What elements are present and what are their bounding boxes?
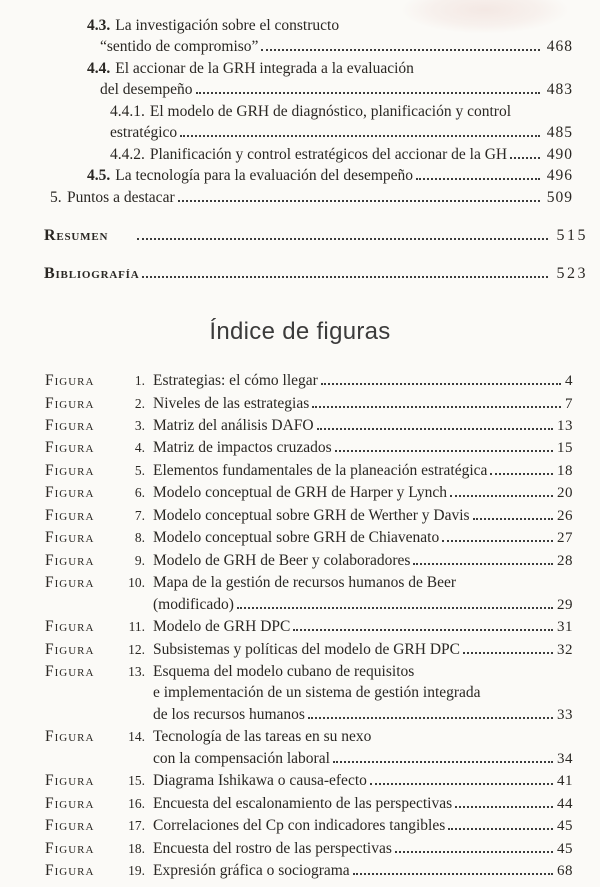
figura-label: Figura [45, 551, 95, 569]
figure-number: 9. [134, 552, 145, 568]
page-number: 523 [556, 265, 588, 283]
toc-entry-row [0, 36, 573, 57]
figure-title: Encuesta del rostro de las perspectivas [153, 839, 392, 857]
toc-entry-text: El accionar de la GRH integrada a la evaluación [115, 59, 414, 77]
page-number: 31 [557, 619, 573, 636]
figures-index-heading: Índice de figuras [209, 318, 391, 346]
figure-entry-row [0, 437, 573, 459]
figure-entry-row [0, 815, 573, 837]
toc-section [0, 0, 573, 208]
page-number: 41 [557, 773, 573, 790]
page-number: 18 [557, 462, 573, 479]
toc-entry-row [0, 79, 573, 100]
page-number: 4 [565, 373, 573, 390]
page-number: 7 [565, 395, 573, 412]
figure-title: Estrategias: el cómo llegar [153, 372, 318, 390]
toc-entry-row [0, 187, 573, 208]
figure-entry-continuation [0, 704, 573, 726]
toc-entry-row [0, 144, 573, 165]
figure-number: 11. [128, 619, 145, 635]
figure-entry-continuation [0, 594, 573, 616]
figure-entry-row [0, 793, 573, 815]
toc-entry-text: estratégico [110, 124, 178, 142]
toc-entry-row [0, 165, 573, 186]
figure-entry-row [0, 527, 573, 549]
toc-entry-number: 4.4. [87, 59, 111, 77]
toc-entry-number: 4.5. [87, 167, 111, 185]
dot-leader [308, 717, 553, 719]
toc-entry-number: 4.4.1. [110, 102, 145, 120]
figure-title: Correlaciones del Cp con indicadores tangibles [153, 817, 446, 835]
figure-entry-row [0, 482, 573, 504]
page-number: 20 [557, 485, 573, 502]
toc-entry-text: Puntos a destacar [67, 188, 175, 206]
page-number: 515 [556, 227, 588, 245]
figure-title: Subsistemas y políticas del modelo de GRH DPC [153, 640, 460, 658]
dot-leader [335, 450, 553, 452]
bibliografia-label: Bibliografía [44, 265, 140, 283]
dot-leader [317, 428, 553, 430]
dot-leader [442, 540, 553, 542]
figure-number: 15. [128, 773, 145, 789]
page-number: 32 [557, 641, 573, 658]
figure-entry-row [0, 770, 573, 792]
toc-entry-number: 5. [50, 188, 62, 206]
page-number: 509 [546, 188, 573, 206]
figure-number: 2. [134, 395, 145, 411]
figura-label: Figura [45, 506, 95, 524]
dot-leader [321, 383, 561, 385]
figure-title: Modelo de GRH DPC [153, 618, 291, 636]
back-matter-section [0, 225, 588, 284]
figure-entry-row [0, 415, 573, 437]
figura-label: Figura [45, 574, 95, 592]
figure-number: 6. [134, 485, 145, 501]
figure-entry-continuation [0, 682, 573, 703]
figure-number: 1. [134, 373, 145, 389]
dot-leader [490, 473, 553, 475]
toc-entry-row [0, 101, 573, 122]
figura-label: Figura [45, 529, 95, 547]
figure-entry-row [0, 661, 573, 682]
figura-label: Figura [45, 461, 95, 479]
figure-title: Elementos fundamentales de la planeación estratégica [153, 461, 488, 479]
figure-number: 19. [128, 863, 145, 879]
figure-number: 7. [134, 507, 145, 523]
figura-label: Figura [45, 394, 95, 412]
figure-title: Matriz del análisis DAFO [153, 416, 314, 434]
figure-entry-row [0, 550, 573, 572]
toc-entry-row [0, 15, 573, 36]
figure-entry-row [0, 616, 573, 638]
toc-entry-number: 4.3. [87, 17, 111, 34]
page-number: 490 [546, 145, 573, 163]
figure-entry-row [0, 370, 573, 392]
page-number: 44 [557, 795, 573, 812]
dot-leader [333, 761, 553, 763]
page-number: 496 [546, 167, 573, 185]
figure-number: 14. [128, 729, 145, 745]
figure-title: (modificado) [153, 595, 234, 613]
dot-leader [370, 783, 553, 785]
toc-entry-text: La investigación sobre el constructo [115, 17, 340, 34]
figure-number: 4. [134, 440, 145, 456]
dot-leader [237, 607, 553, 609]
figura-label: Figura [45, 772, 95, 790]
figure-title: Tecnología de las tareas en su nexo [153, 728, 372, 746]
figure-title: Mapa de la gestión de recursos humanos de Beer [153, 574, 457, 592]
page-number: 33 [557, 706, 573, 723]
figura-label: Figura [45, 372, 95, 390]
dot-leader [473, 518, 553, 520]
dot-leader [142, 276, 547, 278]
figura-label: Figura [45, 662, 95, 680]
toc-entry-row [0, 58, 573, 79]
dot-leader [137, 238, 547, 240]
figure-title: Niveles de las estrategias [153, 394, 310, 412]
figure-number: 3. [134, 417, 145, 433]
dot-leader [178, 200, 540, 202]
page-number: 483 [546, 81, 573, 99]
figure-title: Encuesta del escalonamiento de las perspectivas [153, 794, 453, 812]
page-number: 45 [557, 818, 573, 835]
toc-entry-text: El modelo de GRH de diagnóstico, planificación y control [149, 102, 512, 120]
dot-leader [450, 495, 553, 497]
page-number: 34 [557, 750, 573, 767]
figure-entry-row [0, 393, 573, 415]
dot-leader [261, 49, 539, 51]
figure-title: Diagrama Ishikawa o causa-efecto [153, 772, 367, 790]
dot-leader [395, 851, 553, 853]
page-number: 26 [557, 507, 573, 524]
dot-leader [312, 406, 561, 408]
figure-number: 5. [134, 462, 145, 478]
figure-title: de los recursos humanos [153, 705, 305, 723]
page-number: 15 [557, 440, 573, 457]
figure-number: 12. [128, 641, 145, 657]
resumen-label: Resumen [44, 227, 109, 245]
page-number: 485 [546, 124, 573, 142]
figura-label: Figura [45, 862, 95, 880]
toc-entry-text: del desempeño [100, 81, 193, 99]
figure-title: Modelo conceptual sobre GRH de Werther y Davis [153, 506, 470, 524]
figura-label: Figura [45, 484, 95, 502]
page-number: 29 [557, 596, 573, 613]
figure-entry-row [0, 860, 573, 882]
figure-title: Matriz de impactos cruzados [153, 439, 332, 457]
figura-label: Figura [45, 794, 95, 812]
toc-entry-text: “sentido de compromiso” [100, 38, 259, 56]
dot-leader [413, 563, 553, 565]
figure-number: 10. [128, 575, 145, 591]
dot-leader [293, 629, 553, 631]
figure-number: 17. [128, 818, 145, 834]
dot-leader [353, 873, 553, 875]
toc-entry-text: La tecnología para la evaluación del desempeño [115, 167, 414, 185]
figura-label: Figura [45, 640, 95, 658]
page-number: 13 [557, 417, 573, 434]
figure-number: 8. [134, 530, 145, 546]
page-number: 468 [546, 38, 573, 56]
figura-label: Figura [45, 416, 95, 434]
figure-title: e implementación de un sistema de gestión integrada [153, 684, 481, 702]
figure-entry-row [0, 838, 573, 860]
figure-title: Modelo conceptual sobre GRH de Chiavenato [153, 529, 440, 547]
figure-title: Modelo de GRH de Beer y colaboradores [153, 551, 411, 569]
figure-title: Esquema del modelo cubano de requisitos [153, 662, 415, 680]
figura-label: Figura [45, 618, 95, 636]
figure-entry-row [0, 572, 573, 593]
figure-entry-row [0, 726, 573, 747]
toc-entry-row [0, 122, 573, 143]
dot-leader [463, 652, 553, 654]
figure-entry-continuation [0, 748, 573, 770]
figure-entry-row [0, 460, 573, 482]
figura-label: Figura [45, 839, 95, 857]
figure-number: 13. [128, 663, 145, 679]
dot-leader [448, 828, 553, 830]
toc-entry-number: 4.4.2. [110, 145, 145, 163]
figures-list [0, 370, 573, 882]
page-number: 45 [557, 840, 573, 857]
bibliografia-row [0, 263, 588, 284]
dot-leader [510, 157, 540, 159]
page-number: 68 [557, 863, 573, 880]
figure-title: Modelo conceptual de GRH de Harper y Lynch [153, 484, 447, 502]
figure-entry-row [0, 639, 573, 661]
dot-leader [416, 178, 540, 180]
page-number: 27 [557, 530, 573, 547]
figura-label: Figura [45, 728, 95, 746]
figure-entry-row [0, 505, 573, 527]
figura-label: Figura [45, 439, 95, 457]
toc-entry-text: Planificación y control estratégicos del accionar de la GH [149, 145, 508, 163]
figure-title: Expresión gráfica o sociograma [153, 862, 350, 880]
dot-leader [196, 92, 540, 94]
figure-number: 18. [128, 840, 145, 856]
dot-leader [180, 135, 540, 137]
figura-label: Figura [45, 817, 95, 835]
resumen-row [0, 225, 588, 246]
page-number: 28 [557, 552, 573, 569]
figure-title: con la compensación laboral [153, 749, 330, 767]
figure-number: 16. [128, 795, 145, 811]
dot-leader [455, 806, 553, 808]
